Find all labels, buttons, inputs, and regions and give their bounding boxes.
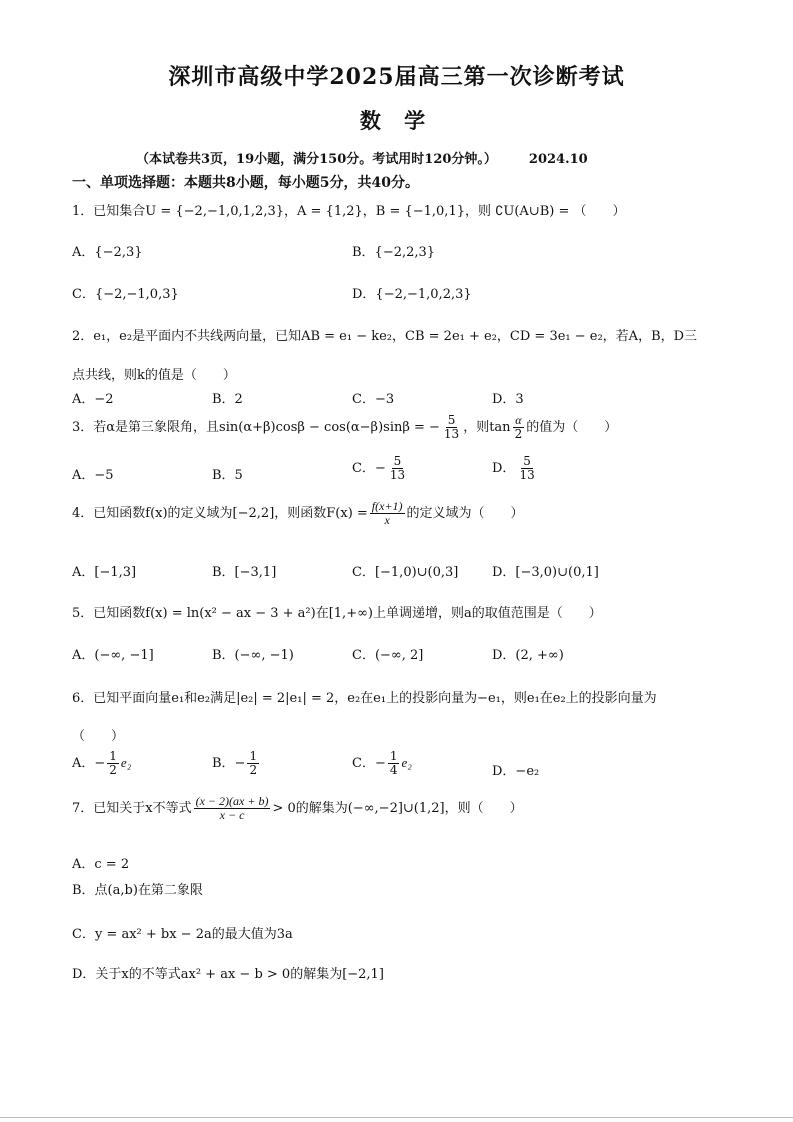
question-4-option-b: B．[−3,1] — [212, 565, 277, 580]
question-2-option-c: C．−3 — [352, 392, 395, 407]
question-4-option-a: A．[−1,3] — [72, 565, 137, 580]
fraction-denominator: x — [384, 513, 390, 527]
question-1-option-d: D．{−2,−1,0,2,3} — [352, 287, 472, 302]
fraction-numerator: (x − 2)(ax + b) — [195, 794, 269, 808]
question-4-stem-part-2: 的定义域为（ ） — [406, 506, 524, 521]
option-label: C．− — [352, 756, 386, 771]
question-5-option-d: D．(2, +∞) — [492, 648, 564, 663]
option-label: D． — [492, 461, 516, 476]
question-5-option-a: A．(−∞, −1] — [72, 648, 154, 663]
question-7-option-b: B．点(a,b)在第二象限 — [72, 883, 203, 898]
fraction-denominator: 13 — [519, 468, 535, 482]
fraction-denominator: 2 — [109, 763, 117, 777]
question-7-option-d: D．关于x的不等式ax² + ax − b > 0的解集为[−2,1] — [72, 967, 384, 982]
fraction — [247, 750, 259, 777]
question-3-stem — [72, 414, 617, 441]
question-6-option-d: D．−e₂ — [492, 764, 540, 779]
fraction-numerator: 1 — [389, 749, 398, 763]
question-2-option-b: B．2 — [212, 392, 243, 407]
fraction-denominator: 2 — [514, 427, 523, 441]
fraction-numerator: 1 — [249, 749, 258, 763]
question-1-option-b: B．{−2,2,3} — [352, 245, 436, 260]
question-5-stem: 5．已知函数f(x) = ln(x² − ax − 3 + a²)在[1,+∞)上单调递增，则a的取值范围是（ ） — [72, 606, 602, 621]
fraction-numerator: f(x+1) — [371, 499, 403, 513]
question-3-option-a: A．−5 — [72, 468, 114, 483]
question-6-stem-cont: （ ） — [72, 729, 125, 744]
question-4-stem-part-1: 4．已知函数f(x)的定义域为[−2,2]，则函数F(x) = — [72, 506, 368, 521]
exam-info-text: （本试卷共3页，19小题，满分150分。考试用时120分钟。） — [136, 152, 497, 167]
question-6-stem: 6．已知平面向量e₁和e₂满足|e₂| = 2|e₁| = 2，e₂在e₁上的投影向量为−e₁，则e₁在e₂上的投影向量为 — [72, 691, 657, 706]
subject-title: 数 学 — [359, 108, 434, 133]
exam-date: 2024.10 — [528, 152, 588, 167]
fraction — [194, 795, 271, 822]
question-1-option-c: C．{−2,−1,0,3} — [72, 287, 179, 302]
question-1-stem: 1．已知集合U = {−2,−1,0,1,2,3}，A = {1,2}，B = {−1,0,1}，则 ∁U(A∪B) = （ ） — [72, 204, 626, 219]
question-3-option-b: B．5 — [212, 468, 243, 483]
fraction-denominator: 13 — [443, 427, 460, 441]
option-label: A．− — [72, 756, 106, 771]
question-4-stem — [72, 500, 524, 527]
question-3-option-c — [352, 455, 409, 482]
question-3-stem-part-3: 的值为（ ） — [526, 420, 618, 435]
page-bottom-rule — [0, 1117, 793, 1118]
question-3-stem-part-1: 3．若α是第三象限角，且sin(α+β)cosβ − cos(α−β)sinβ = − — [72, 420, 440, 435]
fraction-numerator: 1 — [109, 749, 117, 763]
question-6-option-c — [352, 750, 412, 777]
question-7-option-a: A．c = 2 — [72, 857, 130, 872]
fraction-denominator: 2 — [249, 763, 258, 777]
fraction — [370, 500, 405, 527]
question-3-stem-part-2: ，则tan — [463, 420, 511, 435]
fraction-numerator: 5 — [393, 454, 402, 468]
section-heading: 一、单项选择题：本题共8小题，每小题5分，共40分。 — [72, 175, 419, 191]
exam-title: 深圳市高级中学2025届高三第一次诊断考试 — [168, 64, 625, 90]
question-4-option-c: C．[−1,0)∪(0,3] — [352, 565, 459, 580]
question-2-stem: 2．e₁，e₂是平面内不共线两向量，已知AB = e₁ − ke₂，CB = 2e₁ + e₂，CD = 3e₁ − e₂，若A，B，D三 — [72, 329, 698, 344]
question-1-option-a: A．{−2,3} — [72, 245, 143, 260]
fraction-denominator: 4 — [389, 763, 398, 777]
question-2-stem-cont: 点共线，则k的值是（ ） — [72, 368, 236, 383]
question-7-option-c: C．y = ax² + bx − 2a的最大值为3a — [72, 927, 293, 942]
question-2-option-a: A．−2 — [72, 392, 114, 407]
vector-term: e₂ — [401, 755, 412, 770]
question-7-stem-part-2: > 0的解集为(−∞,−2]∪(1,2]，则（ ） — [272, 801, 523, 816]
question-6-option-b — [212, 750, 261, 777]
fraction-numerator: α — [515, 413, 522, 427]
question-2-option-d: D．3 — [492, 392, 524, 407]
fraction — [442, 414, 461, 441]
fraction — [388, 750, 400, 777]
fraction-denominator: x − c — [219, 808, 245, 822]
option-label: B．− — [212, 756, 246, 771]
option-label: C．− — [352, 461, 386, 476]
fraction — [107, 750, 119, 777]
vector-term: e₂ — [120, 755, 132, 770]
fraction — [513, 414, 525, 441]
fraction — [517, 455, 536, 482]
question-7-stem-part-1: 7．已知关于x不等式 — [72, 801, 192, 816]
question-6-option-a — [72, 750, 131, 777]
fraction-numerator: 5 — [523, 454, 531, 468]
exam-info — [136, 148, 588, 167]
question-5-option-c: C．(−∞, 2] — [352, 648, 424, 663]
fraction — [388, 455, 407, 482]
question-7-stem — [72, 795, 523, 822]
question-3-option-d — [492, 455, 539, 482]
fraction-denominator: 13 — [389, 468, 406, 482]
fraction-numerator: 5 — [447, 413, 456, 427]
question-4-option-d: D．[−3,0)∪(0,1] — [492, 565, 599, 580]
question-5-option-b: B．(−∞, −1) — [212, 648, 294, 663]
